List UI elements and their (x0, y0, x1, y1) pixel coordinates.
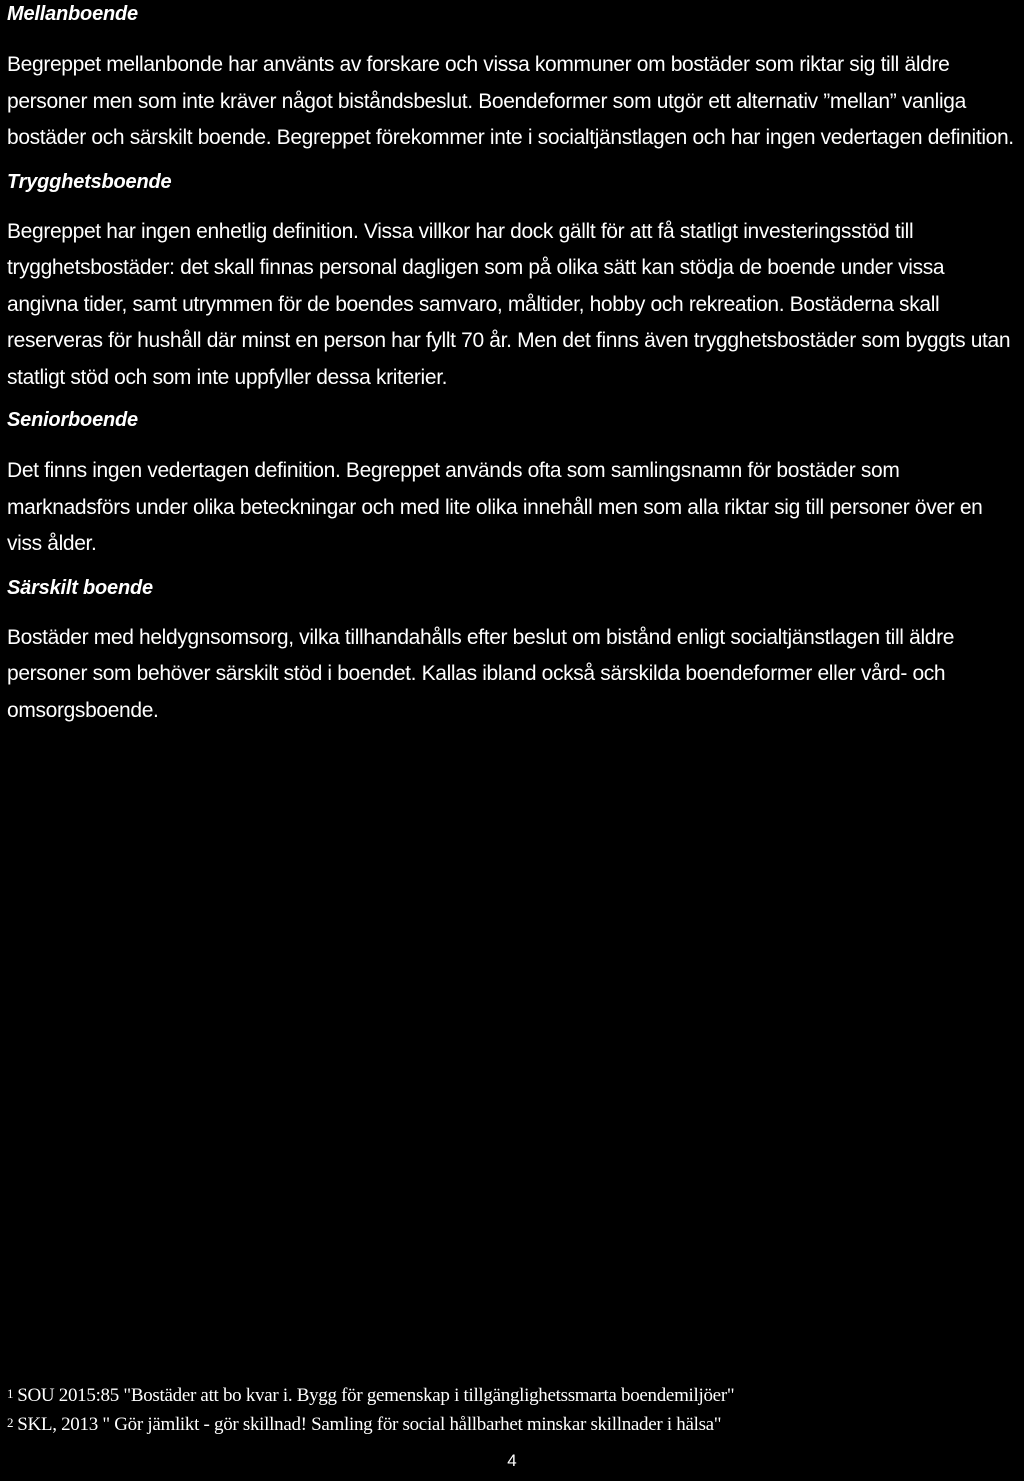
page-number: 4 (507, 1451, 517, 1470)
heading-sarskilt-boende: Särskilt boende (7, 576, 153, 599)
footnote-2 (7, 1409, 1019, 1438)
heading-mellanboende: Mellanboende (7, 3, 138, 25)
footnotes (7, 1380, 1019, 1438)
body-seniorboende: Det finns ingen vedertagen definition. Begreppet används ofta som samlingsnamn för bostäder som marknadsförs under olika beteckningar och med lite olika innehåll men som alla riktar sig till personer över en viss ålder. (7, 459, 983, 555)
footnote-mark: 1 (7, 1386, 14, 1401)
body-mellanboende: Begreppet mellanbonde har använts av forskare och vissa kommuner om bostäder som riktar sig till äldre personer men som inte kräver något biståndsbeslut. Boendeformer som utgör ett alternativ ”mellan” vanliga bostäder och särskilt boende. Begreppet förekommer inte i socialtjänstlagen och har ingen vedertagen definition. (7, 53, 1014, 149)
main-content (7, 0, 1019, 729)
heading-trygghetsboende: Trygghetsboende (7, 170, 172, 193)
footnote-text: SKL, 2013 " Gör jämlikt - gör skillnad! Samling för social hållbarhet minskar skillnader i hälsa" (17, 1414, 722, 1435)
heading-seniorboende: Seniorboende (7, 409, 138, 431)
body-trygghetsboende: Begreppet har ingen enhetlig definition. Vissa villkor har dock gällt för att få statligt investeringsstöd till trygghetsbostäder: det skall finnas personal dagligen som på olika sätt kan stödja de boende under vissa angivna tider, samt utrymmen för de boendes samvaro, måltider, hobby och rekreation. Bostäderna skall reserveras för hushåll där minst en person har fyllt 70 år. Men det finns även trygghetsbostäder som byggts utan statligt stöd och som inte uppfyller dessa kriterier. (7, 219, 1011, 389)
footnote-text: SOU 2015:85 "Bostäder att bo kvar i. Bygg för gemenskap i tillgänglighetssmarta boendemiljöer" (17, 1385, 735, 1406)
body-sarskilt-boende: Bostäder med heldygnsomsorg, vilka tillhandahålls efter beslut om bistånd enligt socialtjänstlagen till äldre personer som behöver särskilt stöd i boendet. Kallas ibland också särskilda boendeformer eller vård- och omsorgsboende. (7, 625, 955, 722)
footnote-1 (7, 1380, 1019, 1409)
footnote-mark: 2 (7, 1415, 14, 1430)
